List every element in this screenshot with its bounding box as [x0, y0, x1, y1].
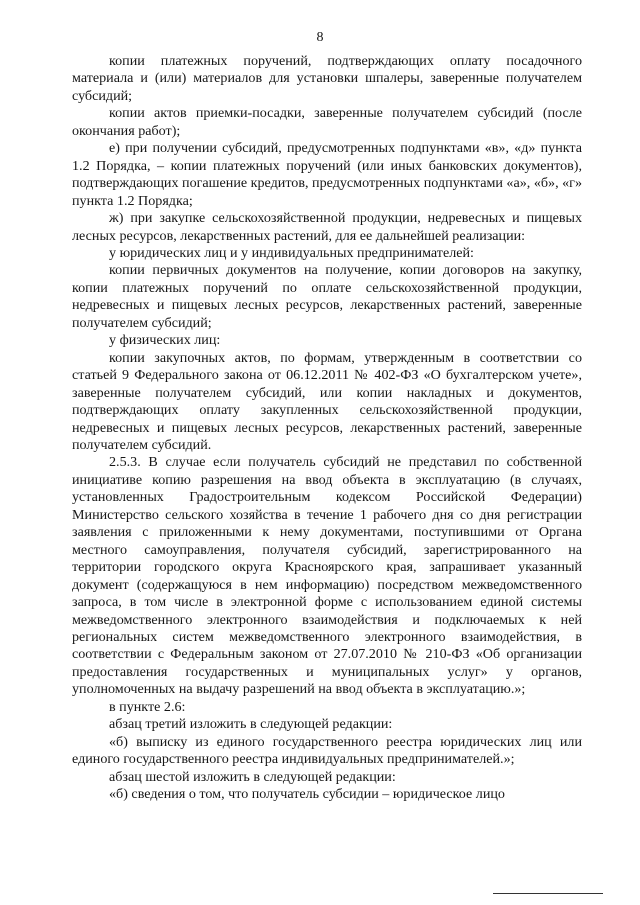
paragraph: у юридических лиц и у индивидуальных предпринимателей: — [109, 244, 474, 261]
paragraph: е) при получении субсидий, предусмотренных подпунктами «в», «д» пункта 1.2 Порядка, – копии платежных поручений (или иных банковских документов), подтверждающих погашение кредитов, предусмотренных подпунктами «а», «б», «г» пункта 1.2 Порядка; — [72, 140, 583, 209]
document-body — [72, 53, 582, 803]
paragraph: ж) при закупке сельскохозяйственной продукции, недревесных и пищевых лесных ресурсов, лекарственных растений, для ее дальнейшей реализации: — [72, 210, 582, 244]
paragraph: в пункте 2.6: — [109, 698, 186, 715]
paragraph: абзац шестой изложить в следующей редакции: — [109, 768, 396, 785]
paragraph: копии актов приемки-посадки, заверенные получателем субсидий (после окончания работ); — [72, 105, 582, 139]
page-number: 8 — [316, 30, 324, 45]
paragraph: копии платежных поручений, подтверждающих оплату посадочного материала и (или) материалов для установки шпалеры, заверенные получателем субсидий; — [72, 53, 582, 104]
paragraph: 2.5.3. В случае если получатель субсидий не представил по собственной инициативе копию разрешения на ввод объекта в эксплуатацию (в случаях, установленных Градостроительным кодексом Российской Федерации) Министерство сельского хозяйства в течение 1 рабочего дня со дня регистрации заявления с приложенными к нему документами, поступившими от Органа местного самоуправления, получателя субсидий, зарегистрированного на территории городского округа Красноярского края, запрашивает указанный документ (содержащуюся в нем информацию) посредством межведомственного запроса, в том числе в электронной форме с использованием единой системы межведомственного электронного взаимодействия и подключаемых к ней региональных систем межведомственного электронного взаимодействия, в соответствии с Федеральным законом от 27.07.2010 № 210-ФЗ «Об организации предоставления государственных и муниципальных услуг» у органов, уполномоченных на выдачу разрешений на ввод объекта в эксплуатацию.»; — [72, 454, 582, 698]
paragraph: «б) выписку из единого государственного реестра юридических лиц или единого государственного реестра индивидуальных предпринимателей.»; — [72, 733, 582, 768]
paragraph: копии закупочных актов, по формам, утвержденным в соответствии со статьей 9 Федерального закона от 06.12.2011 № 402-ФЗ «О бухгалтерском учете», заверенные получателем субсидий, или копии накладных и документов, подтверждающих оплату закупленных сельскохозяйственной продукции, недревесных и пищевых лесных ресурсов, лекарственных растений, заверенные получателем субсидий. — [72, 349, 582, 453]
paragraph: у физических лиц: — [109, 332, 221, 349]
paragraph: копии первичных документов на получение, копии договоров на закупку, копии платежных поручений по оплате сельскохозяйственной продукции, недревесных и пищевых лесных ресурсов, лекарственных растений, заверенные получателем субсидий; — [72, 262, 582, 331]
paragraph: «б) сведения о том, что получатель субсидии – юридическое лицо — [109, 786, 505, 803]
scan-edge-line — [493, 893, 603, 894]
paragraph: абзац третий изложить в следующей редакции: — [109, 716, 393, 733]
